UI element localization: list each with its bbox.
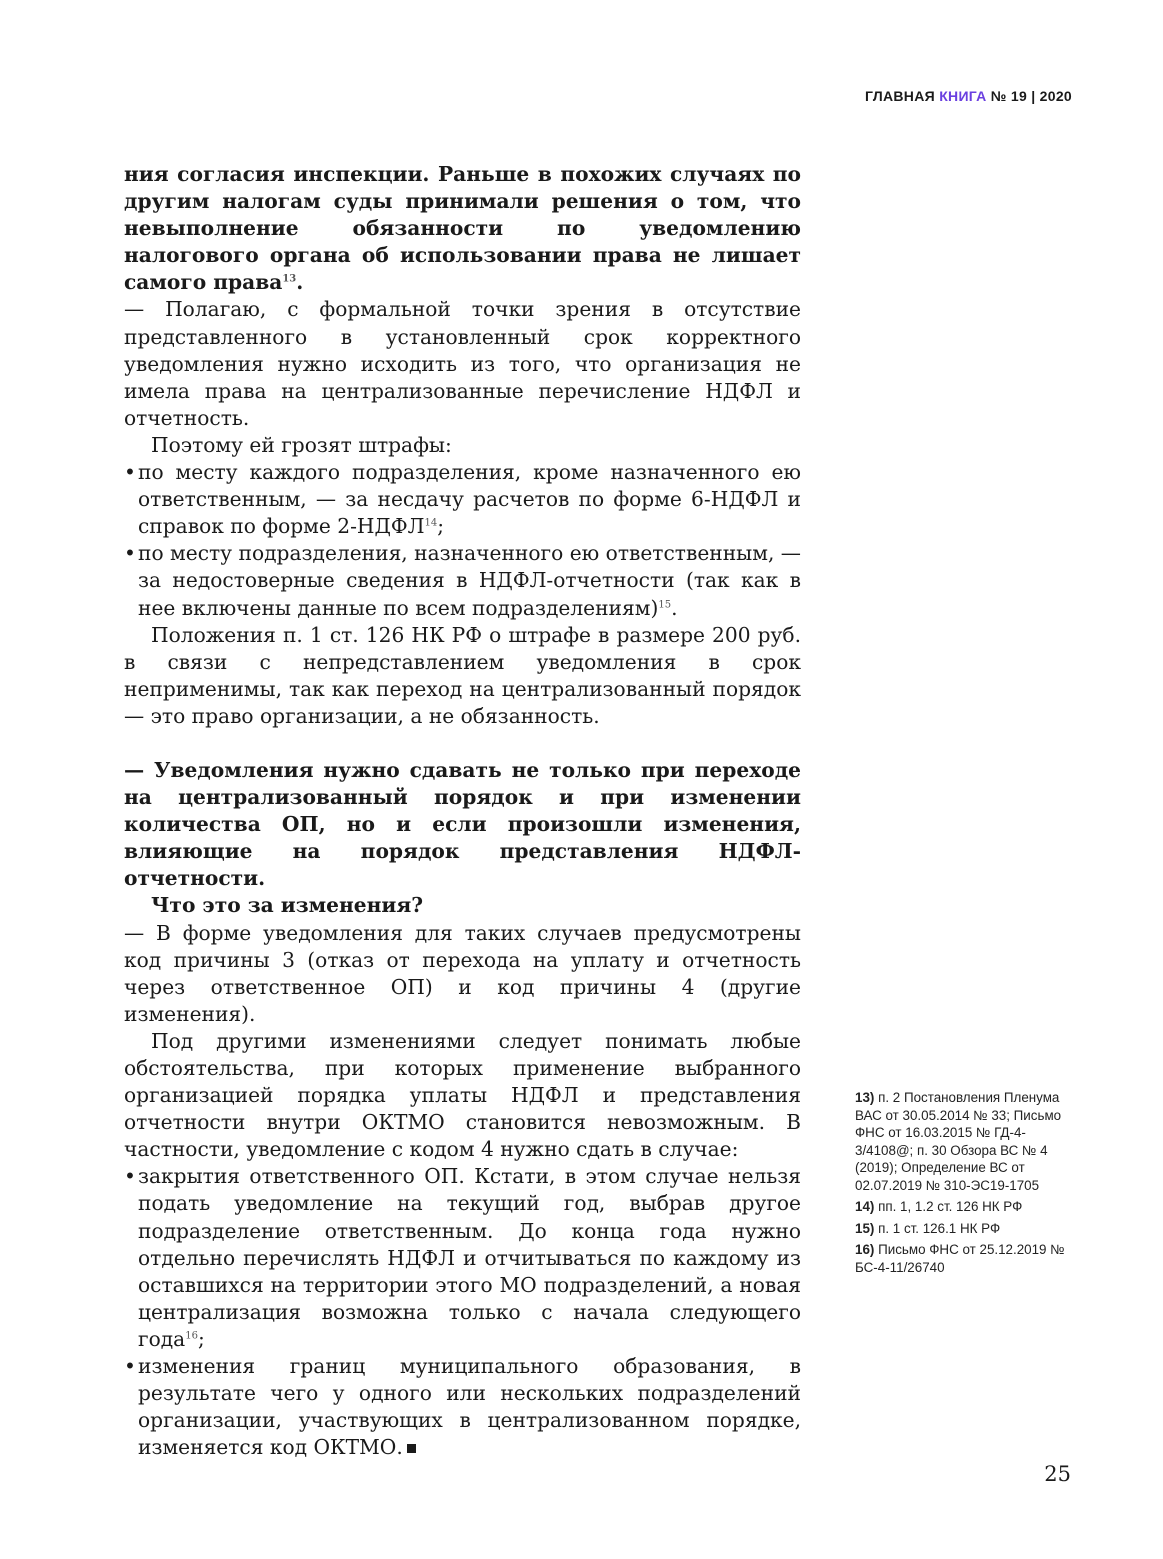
footnote-ref-13: 13 xyxy=(282,273,297,285)
running-header xyxy=(865,88,1072,104)
answer-paragraph: — Полагаю, с формальной точки зрения в отсутствие представленного в установленный срок корректного уведомления нужно исходить из того, что организация не имела права на централизованные перечисление НДФЛ и отчетность. xyxy=(124,297,801,430)
brand-name-accent: КНИГА xyxy=(939,88,987,104)
article-body xyxy=(124,161,801,1461)
list-item: • закрытия ответственного ОП. Кстати, в этом случае нельзя подать уведомление на текущий год, выбрав другое подразделение ответственным. До конца года нужно отдельно перечислять НДФЛ и отчитываться по каждому из оставшихся на территории этого МО подразделений, а новая централизация возможна только с начала следующего года$^{16}$; xyxy=(124,1163,801,1353)
footnote: 14) пп. 1, 1.2 ст. 126 НК РФ xyxy=(855,1199,1023,1214)
list-item: • изменения границ муниципального образования, в результате чего у одного или нескольких подразделений организации, участвующих в централизованном порядке, изменяется код ОКТМО. xyxy=(124,1353,801,1461)
brand-name: ГЛАВНАЯ xyxy=(864,88,935,104)
question-end: ния согласия инспекции. Раньше в похожих случаях по другим налогам суды принимали решения о том, что невыполнение обязанности по уведомлению налогового органа об использовании права не лишает самого права$^{13}$. xyxy=(124,162,801,295)
list-item: • по месту подразделения, назначенного ею ответственным, — за недостоверные сведения в НДФЛ-отчетности (так как в нее включены данные по всем подразделениям)$^{15}$. xyxy=(124,540,801,621)
footnote: 16) Письмо ФНС от 25.12.2019 № БС-4-11/26740 xyxy=(855,1242,1065,1275)
page-number: 25 xyxy=(1044,1462,1071,1486)
cases-list xyxy=(124,1163,801,1461)
other-changes-paragraph: Под другими изменениями следует понимать любые обстоятельства, при которых применение выбранного организацией порядка уплаты НДФЛ и представления отчетности внутри ОКТМО становится невозможным. В частности, уведомление с кодом 4 нужно сдать в случае: xyxy=(124,1028,801,1162)
footnote-ref-15: 15 xyxy=(658,598,672,610)
end-of-article-square-icon xyxy=(407,1444,416,1453)
article-126-paragraph: Положения п. 1 ст. 126 НК РФ о штрафе в размере 200 руб. в связи с непредставлением уведомления в срок неприменимы, так как переход на централизованный порядок — это право организации, а не обязанность. xyxy=(124,622,801,728)
issue-number: № 19 | 2020 xyxy=(990,88,1072,104)
footnote-ref-14: 14 xyxy=(424,517,438,529)
question-subline: Что это за изменения? xyxy=(151,893,424,918)
footnote-ref-16: 16 xyxy=(185,1330,198,1342)
answer-paragraph-2: — В форме уведомления для таких случаев предусмотрены код причины 3 (отказ от перехода на уплату и отчетность через ответственное ОП) и код причины 4 (другие изменения). xyxy=(124,920,801,1026)
footnotes xyxy=(855,1089,1080,1280)
fines-list xyxy=(124,459,801,622)
footnote: 13) п. 2 Постановления Пленума ВАС от 30.05.2014 № 33; Письмо ФНС от 16.03.2015 № ГД-4-3/4108@; п. 30 Обзора ВС № 4 (2019); Определение ВС от 02.07.2019 № 310-ЭС19-1705 xyxy=(855,1090,1062,1193)
footnote: 15) п. 1 ст. 126.1 НК РФ xyxy=(855,1220,1001,1236)
list-item: • по месту каждого подразделения, кроме назначенного ею ответственным, — за несдачу расчетов по форме 6-НДФЛ и справок по форме 2-НДФЛ$^{14}$; xyxy=(124,459,801,540)
fines-intro: Поэтому ей грозят штрафы: xyxy=(151,432,452,457)
question-paragraph: — Уведомления нужно сдавать не только при переходе на централизованный порядок и при изменении количества ОП, но и если произошли изменения, влияющие на порядок представления НДФЛ-отчетности. xyxy=(124,757,801,891)
